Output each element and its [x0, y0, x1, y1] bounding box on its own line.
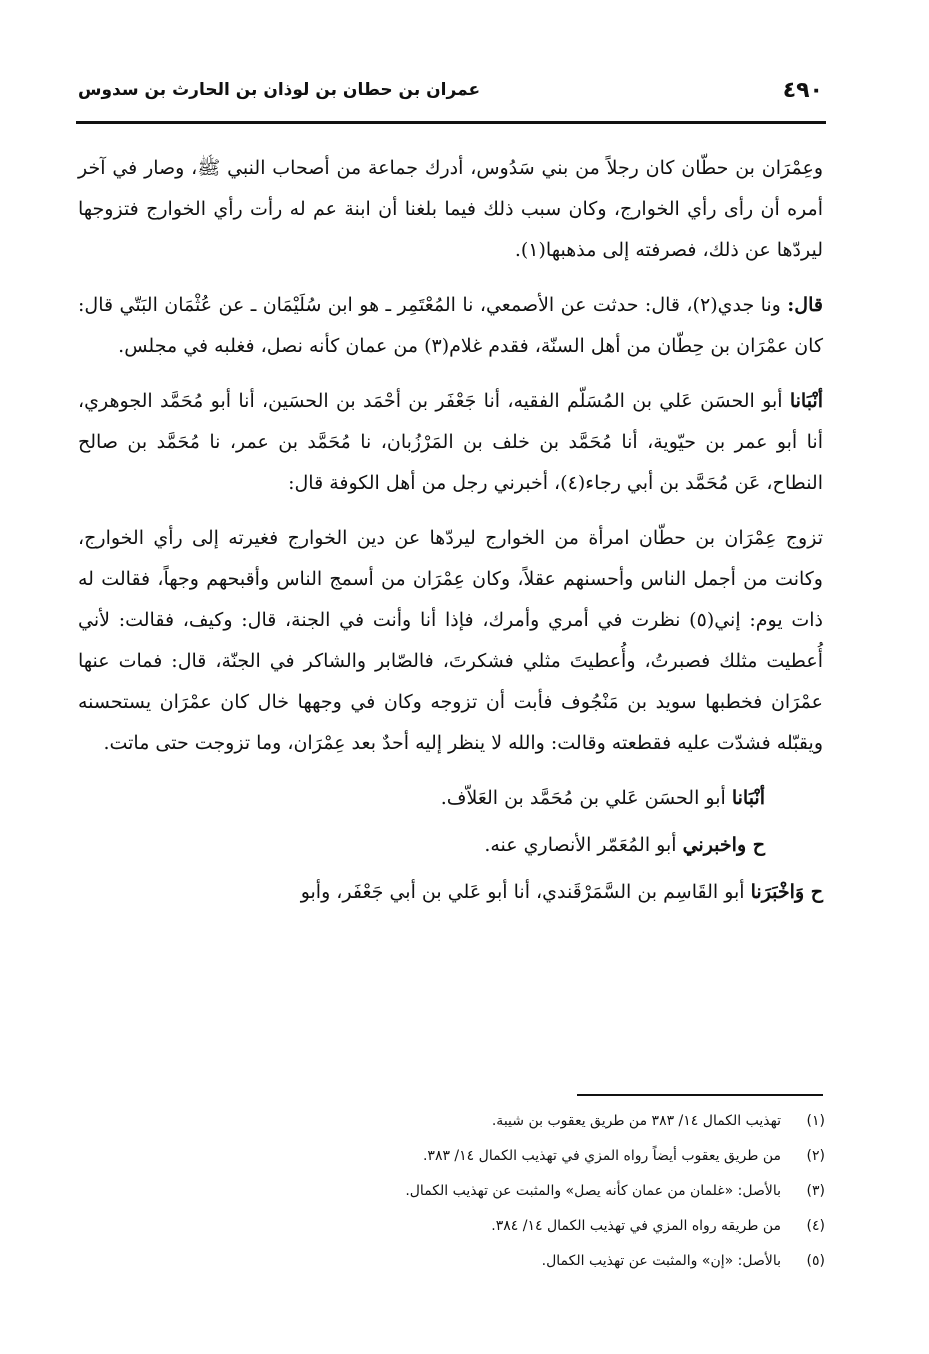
paragraph-text: أبو القَاسِم بن السَّمَرْقَندي، أنا أبو عَلي بن أبي جَعْفَر، وأبو	[300, 881, 751, 903]
footnote-number: (٥)	[806, 1253, 825, 1269]
paragraph-text: أبو الحسَن عَلي بن المُسَلّم الفقيه، أنا جَعْفَر بن أحْمَد بن الحسَين، أنا أبو مُحَمَّد الجوهري، أنا أبو عمر بن حيّوية، أنا مُحَمَّد بن خلف بن المَرْزُبان، نا مُحَمَّد بن عمر، نا مُحَمَّد بن صالح النطاح، عَن مُحَمَّد بن أبي رجاء(٤)، أخبرني رجل من أهل الكوفة قال:	[78, 390, 823, 494]
footnote	[120, 1209, 825, 1244]
paragraph-text: وعِمْرَان بن حطّان كان رجلاً من بني سَدُوس، أدرك جماعة من أصحاب النبي ﷺ، وصار في آخر أمره أن رأى رأي الخوارج، وكان سبب ذلك فيما بلغنا أن ابنة عم له رأت رأي الخوارج فتزوجها ليردّها عن ذلك، فصرفته إلى مذهبها(١).	[78, 157, 823, 261]
paragraph-lead: قال:	[787, 294, 823, 316]
footnote-text: بالأصل: «غلمان من عمان كأنه يصل» والمثبت عن تهذيب الكمال.	[405, 1183, 781, 1199]
footnote-number: (١)	[806, 1113, 825, 1129]
paragraph-text: تزوج عِمْرَان بن حطّان امرأة من الخوارج ليردّها عن دين الخوارج فغيرته إلى رأي الخوارج، وكانت من أجمل الناس وأحسنهم عقلاً، وكان عِمْرَان من أسمج الناس وأقبحهم وجهاً، فقالت له ذات يوم: إني(٥) نظرت في أمري وأمرك، فإذا أنا وأنت في الجنة، قال: وكيف، فقالت: لأني أُعطيت مثلك فصبرتُ، وأُعطيتَ مثلي فشكرتَ، فالصّابر والشاكر في الجنّة، قال: فمات عنها عمْرَان فخطبها سويد بن مَنْجُوف فأبت أن تزوجه وكان في وجهها خال كان عمْرَان يستحسنه ويقبّله فشدّت عليه فقطعته وقالت: والله لا ينظر إليه أحدٌ بعد عِمْرَان، وما تزوجت حتى ماتت.	[78, 527, 823, 754]
footnote-number: (٤)	[806, 1218, 825, 1234]
footnote-text: من طريقه رواه المزي في تهذيب الكمال ١٤/ ٣٨٤.	[491, 1218, 781, 1234]
paragraph-lead: أنْبَانا	[731, 787, 765, 809]
paragraph	[78, 518, 823, 764]
paragraph	[78, 148, 823, 271]
footnote-text: تهذيب الكمال ١٤/ ٣٨٣ من طريق يعقوب بن شيبة.	[491, 1113, 781, 1129]
footnote	[120, 1244, 825, 1279]
footnote	[120, 1139, 825, 1174]
footnote-text: من طريق يعقوب أيضاً رواه المزي في تهذيب الكمال ١٤/ ٣٨٣.	[422, 1148, 781, 1164]
paragraph-lead: ح واخبرني	[682, 834, 765, 856]
paragraph-text: أبو الحسَن عَلي بن مُحَمَّد بن العَلاّف.	[440, 787, 732, 809]
footnote	[120, 1174, 825, 1209]
paragraph	[78, 825, 823, 866]
page-header	[78, 78, 823, 114]
paragraph-text: ونا جدي(٢)، قال: حدثت عن الأصمعي، نا المُعْتَمِر ـ هو ابن سُلَيْمَان ـ عن عُثْمَان البَتّي قال: كان عمْرَان بن حِطّان من أهل السنّة، فقدم غلام(٣) من عمان كأنه نصل، فغلبه في مجلس.	[78, 294, 823, 357]
footnote-number: (٢)	[806, 1148, 825, 1164]
running-title: عمران بن حطان بن لوذان بن الحارث بن سدوس	[78, 80, 481, 100]
main-text	[78, 148, 823, 927]
paragraph	[78, 285, 823, 367]
paragraph	[78, 778, 823, 819]
header-rule	[76, 121, 826, 124]
footnote-text: بالأصل: «إن» والمثبت عن تهذيب الكمال.	[541, 1253, 781, 1269]
page-number: ٤٩٠	[782, 78, 823, 103]
paragraph	[78, 872, 823, 913]
footnote-number: (٣)	[806, 1183, 825, 1199]
paragraph-lead: ح وَاخْبَرَنا	[750, 881, 823, 903]
footnote	[120, 1104, 825, 1139]
paragraph	[78, 381, 823, 504]
paragraph-lead: أنْبَانا	[789, 390, 823, 412]
paragraph-text: أبو المُعَمّر الأنصاري عنه.	[484, 834, 683, 856]
footnote-rule	[577, 1094, 823, 1096]
footnotes	[120, 1104, 825, 1279]
